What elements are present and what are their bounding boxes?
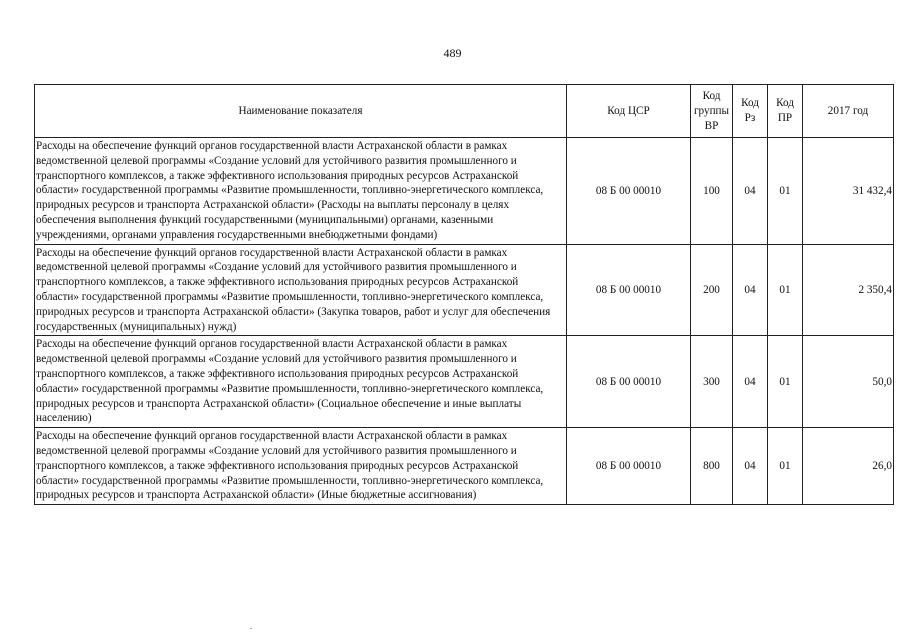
row-value: 50,0 — [803, 336, 894, 428]
row-rz-code: 04 — [733, 244, 768, 336]
header-rz-code: Код Рз — [733, 85, 768, 138]
row-vr-code: 800 — [691, 428, 733, 505]
row-vr-code: 300 — [691, 336, 733, 428]
row-pr-code: 01 — [768, 138, 803, 245]
table-header-row — [35, 85, 894, 138]
scan-speck — [250, 628, 252, 629]
row-rz-code: 04 — [733, 138, 768, 245]
row-vr-code: 200 — [691, 244, 733, 336]
row-value: 2 350,4 — [803, 244, 894, 336]
table-row — [35, 428, 894, 505]
table-row — [35, 244, 894, 336]
header-vr-code: Код группы ВР — [691, 85, 733, 138]
row-name: Расходы на обеспечение функций органов государственной власти Астраханской области в рамках ведомственной целевой программы «Создание условий для устойчивого развития промышленного и транспортного комплексов, а также эффективного использования природных ресурсов Астраханской области» государственной программы «Развитие промышленности, топливно-энергетического комплекса, природных ресурсов и транспорта Астраханской области» (Закупка товаров, работ и услуг для обеспечения государственных (муниципальных) нужд) — [35, 244, 567, 336]
row-pr-code: 01 — [768, 428, 803, 505]
row-name: Расходы на обеспечение функций органов государственной власти Астраханской области в рамках ведомственной целевой программы «Создание условий для устойчивого развития промышленного и транспортного комплексов, а также эффективного использования природных ресурсов Астраханской области» государственной программы «Развитие промышленности, топливно-энергетического комплекса, природных ресурсов и транспорта Астраханской области» (Расходы на выплаты персоналу в целях обеспечения выполнения функций государственными (муниципальными) органами, казенными учреждениями, органами управления государственными внебюджетными фондами) — [35, 138, 567, 245]
row-csr-code: 08 Б 00 00010 — [567, 428, 691, 505]
row-vr-code: 100 — [691, 138, 733, 245]
row-pr-code: 01 — [768, 244, 803, 336]
row-csr-code: 08 Б 00 00010 — [567, 244, 691, 336]
header-year: 2017 год — [803, 85, 894, 138]
table-row — [35, 336, 894, 428]
row-csr-code: 08 Б 00 00010 — [567, 138, 691, 245]
row-pr-code: 01 — [768, 336, 803, 428]
row-value: 31 432,4 — [803, 138, 894, 245]
row-name: Расходы на обеспечение функций органов государственной власти Астраханской области в рамках ведомственной целевой программы «Создание условий для устойчивого развития промышленного и транспортного комплексов, а также эффективного использования природных ресурсов Астраханской области» государственной программы «Развитие промышленности, топливно-энергетического комплекса, природных ресурсов и транспорта Астраханской области» (Иные бюджетные ассигнования) — [35, 428, 567, 505]
row-name: Расходы на обеспечение функций органов государственной власти Астраханской области в рамках ведомственной целевой программы «Создание условий для устойчивого развития промышленного и транспортного комплексов, а также эффективного использования природных ресурсов Астраханской области» государственной программы «Развитие промышленности, топливно-энергетического комплекса, природных ресурсов и транспорта Астраханской области» (Социальное обеспечение и иные выплаты населению) — [35, 336, 567, 428]
row-rz-code: 04 — [733, 336, 768, 428]
row-csr-code: 08 Б 00 00010 — [567, 336, 691, 428]
row-value: 26,0 — [803, 428, 894, 505]
page-number: 489 — [443, 46, 462, 60]
header-name: Наименование показателя — [35, 85, 567, 138]
header-pr-code: Код ПР — [768, 85, 803, 138]
table-row — [35, 138, 894, 245]
row-rz-code: 04 — [733, 428, 768, 505]
header-csr-code: Код ЦСР — [567, 85, 691, 138]
budget-table — [34, 84, 894, 505]
